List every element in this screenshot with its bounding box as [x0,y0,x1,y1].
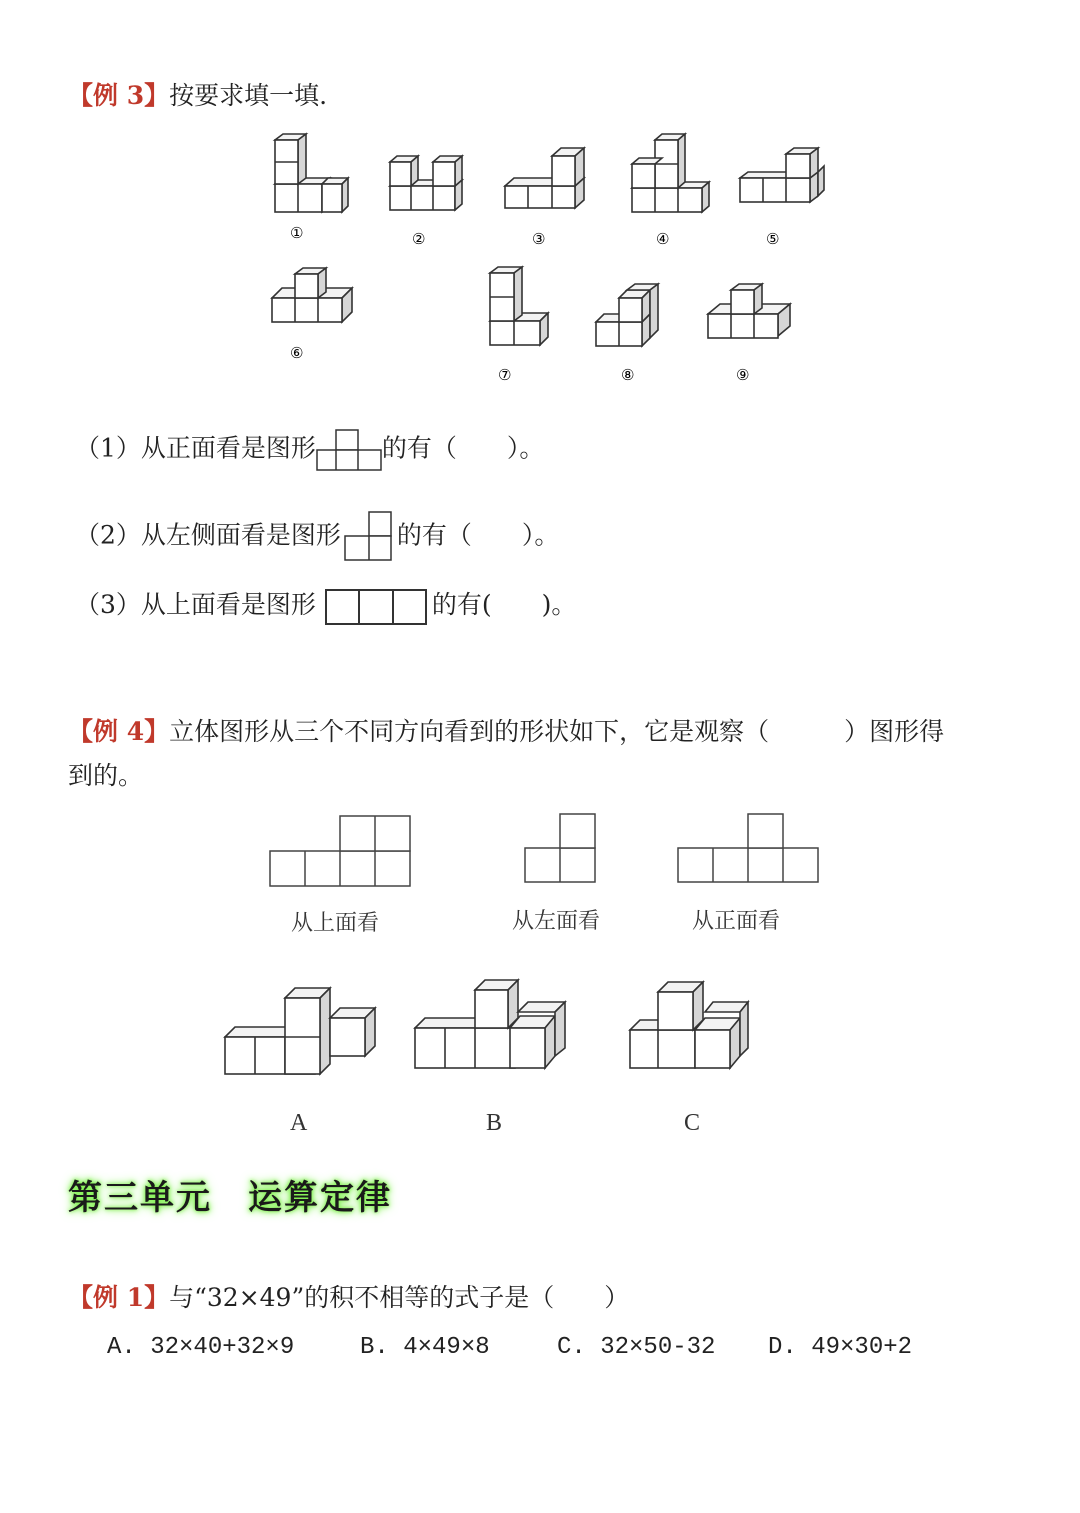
figure-7 [490,267,548,345]
example-title: 按要求填一填. [169,81,328,110]
left-view-figure [525,814,595,882]
question-1 [75,428,544,472]
view-label-front: 从正面看 [692,909,781,934]
question-1-blank: 的有（ ）。 [381,433,545,463]
option-b-figure [415,980,565,1068]
top-view-shape [316,586,432,628]
question-2-text: （2）从左侧面看是图形 [75,520,341,550]
question-2 [75,510,559,564]
figure-number-7: ⑦ [498,366,512,384]
figure-6 [272,268,352,322]
question-2-blank: 的有（ ）。 [396,520,560,550]
figure-3 [505,148,584,208]
figure-9 [708,284,790,338]
option-label-a: A [290,1110,308,1136]
example-1-option-b-wrap [360,1334,490,1361]
figure-number-4: ④ [656,230,670,248]
front-view-figure [678,814,818,882]
option-c[interactable]: C. 32×50-32 [557,1334,716,1361]
example-4-line-2 [68,756,143,792]
option-d[interactable]: D. 49×30+2 [768,1334,913,1361]
figure-number-9: ⑨ [736,366,750,384]
figure-number-6: ⑥ [290,344,304,362]
example-4-text-cont: 到的。 [68,761,144,790]
option-label-b: B [486,1110,503,1136]
option-a-figure [225,988,375,1074]
figure-1 [275,134,348,212]
example-3-figures [0,0,1080,400]
figure-5 [740,148,824,202]
example-1-question: 与“32×49”的积不相等的式子是（ ） [169,1283,630,1312]
option-a[interactable]: A. 32×40+32×9 [107,1334,295,1361]
view-label-top: 从上面看 [291,911,380,936]
figure-number-3: ③ [532,230,546,248]
view-label-left: 从左面看 [512,909,601,934]
option-c-figure [630,982,748,1068]
figure-4 [632,134,709,212]
figure-number-5: ⑤ [766,230,780,248]
figure-2 [390,156,462,210]
example-1-heading [68,1278,629,1314]
figure-number-8: ⑧ [621,366,635,384]
figure-number-1: ① [290,224,304,242]
question-3 [75,585,576,628]
example-4-line-1 [68,712,944,748]
example-1-options [107,1334,294,1361]
figure-number-2: ② [412,230,426,248]
example-1-option-d-wrap [768,1334,912,1361]
front-view-shape [316,428,382,472]
example-tag: 【例 3】 [68,81,170,110]
example-tag: 【例 4】 [68,717,170,746]
example-tag: 【例 1】 [68,1283,170,1312]
figure-8 [596,284,658,346]
example-1-option-c-wrap [557,1334,715,1361]
question-3-blank: 的有( )。 [431,590,577,619]
option-label-c: C [684,1110,701,1136]
example-4-figures [0,800,1080,1160]
question-3-text: （3）从上面看是图形 [75,590,316,619]
example-4-text: 立体图形从三个不同方向看到的形状如下，它是观察（ ）图形得 [169,717,945,746]
question-1-text: （1）从正面看是图形 [75,433,316,463]
option-b[interactable]: B. 4×49×8 [360,1334,490,1361]
unit-title: 第三单元 运算定律 [68,1178,392,1218]
top-view-figure [270,816,410,886]
left-view-shape [341,510,397,564]
